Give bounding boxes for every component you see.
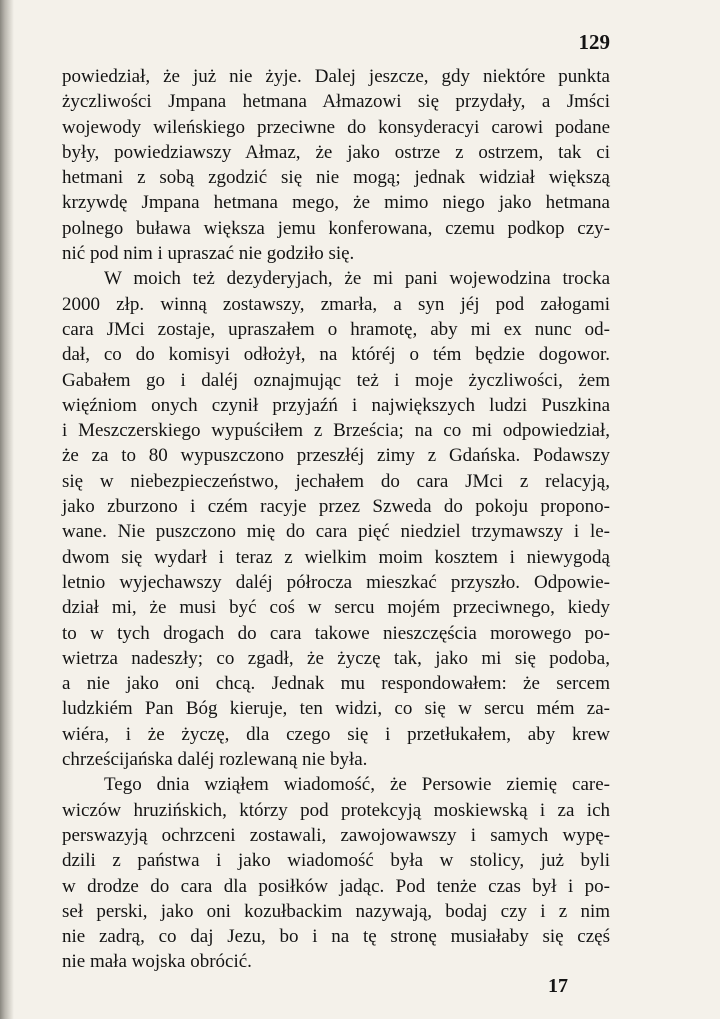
text-line: się w niebezpieczeństwo, jechałem do cara JMci z relacyją, (62, 470, 610, 492)
text-line: wiéra, i że życzę, dla czego się i przetłukałem, aby krew (62, 723, 610, 745)
text-line: w drodze do cara dla posiłków jadąc. Pod tenże czas był i po- (62, 875, 610, 897)
text-line: Tego dnia wziąłem wiadomość, że Persowie ziemię care- (104, 774, 610, 796)
text-line: jako zburzono i czém racyje przez Szweda do pokoju propono- (62, 496, 610, 518)
text-line: dał, co do komisyi odłożył, na któréj o tém będzie dogowor. (62, 344, 610, 366)
text-line: hetmani z sobą zgodzić się nie mogą; jednak widział większą (62, 167, 610, 189)
text-line: chrześcijańska daléj rozlewaną nie była. (62, 749, 368, 771)
text-line: cara JMci zostaje, upraszałem o hramotę, aby mi ex nunc od- (62, 318, 610, 340)
text-line: 2000 złp. winną zostawszy, zmarła, a syn jéj pod załogami (62, 293, 610, 315)
text-line: nie mała wojska obrócić. (62, 951, 252, 973)
text-line: że za to 80 wypuszczono przeszłéj zimy z Gdańska. Podawszy (62, 445, 610, 467)
text-line: perswazyją ochrzceni zostawali, zawojowawszy i samych wypę- (62, 824, 610, 846)
signature-mark: 17 (548, 975, 568, 997)
page-body (62, 64, 610, 975)
text-line: były, powiedziawszy Ałmaz, że jako ostrze z ostrzem, tak ci (62, 141, 610, 163)
text-line: W moich też dezyderyjach, że mi pani wojewodzina trocka (104, 268, 610, 290)
text-line: krzywdę Jmpana hetmana mego, że mimo niego jako hetmana (62, 192, 610, 214)
text-line: powiedział, że już nie żyje. Dalej jeszcze, gdy niektóre punkta (62, 66, 610, 87)
text-line: wojewody wileńskiego przeciwne do konsyderacyi carowi podane (62, 116, 610, 138)
text-line: życzliwości Jmpana hetmana Ałmazowi się przydały, a Jmści (62, 91, 610, 113)
text-line: wane. Nie puszczono mię do cara pięć niedziel trzymawszy i le- (62, 521, 610, 543)
text-line: to w tych drogach do cara takowe nieszczęścia morowego po- (62, 622, 610, 644)
text-line: i Meszczerskiego wypuściłem z Brześcia; na co mi odpowiedział, (62, 420, 610, 442)
paragraph (62, 266, 610, 772)
text-line: ludzkiém Pan Bóg kieruje, ten widzi, co się w sercu mém za- (62, 698, 610, 720)
text-line: więźniom onych czynił przyjaźń i największych ludzi Puszkina (62, 394, 610, 416)
text-line: wiczów hruzińskich, którzy pod protekcyją moskiewską i za ich (62, 799, 610, 821)
paragraph (62, 64, 610, 266)
paragraph (62, 772, 610, 974)
text-line: dzili z państwa i jako wiadomość była w stolicy, już byli (62, 850, 610, 872)
text-line: letnio wyjechawszy daléj półrocza mieszkać przyszło. Odpowie- (62, 571, 610, 593)
text-line: polnego buława większa jemu konferowana, czemu podkop czy- (62, 217, 610, 239)
text-line: dział mi, że musi być coś w sercu mojém przeciwnego, kiedy (62, 597, 610, 619)
text-line: dwom się wydarł i teraz z wielkim moim kosztem i niewygodą (62, 546, 610, 568)
book-spine-edge (0, 0, 14, 1019)
text-line: Gabałem go i daléj oznajmując też i moje życzliwości, żem (62, 369, 610, 391)
text-line: seł perski, jako oni kozułbackim nazywają, bodaj czy i z nim (62, 900, 610, 922)
text-line: a nie jako oni chcą. Jednak mu respondowałem: że sercem (62, 673, 610, 695)
page-number: 129 (578, 30, 610, 54)
text-line: nić pod nim i upraszać nie godziło się. (62, 243, 355, 265)
text-line: nie zadrą, co daj Jezu, bo i na tę stronę musiałaby się częś (62, 926, 610, 948)
text-line: wietrza nadeszły; co zgadł, że życzę tak, jako mi się podoba, (62, 647, 610, 669)
